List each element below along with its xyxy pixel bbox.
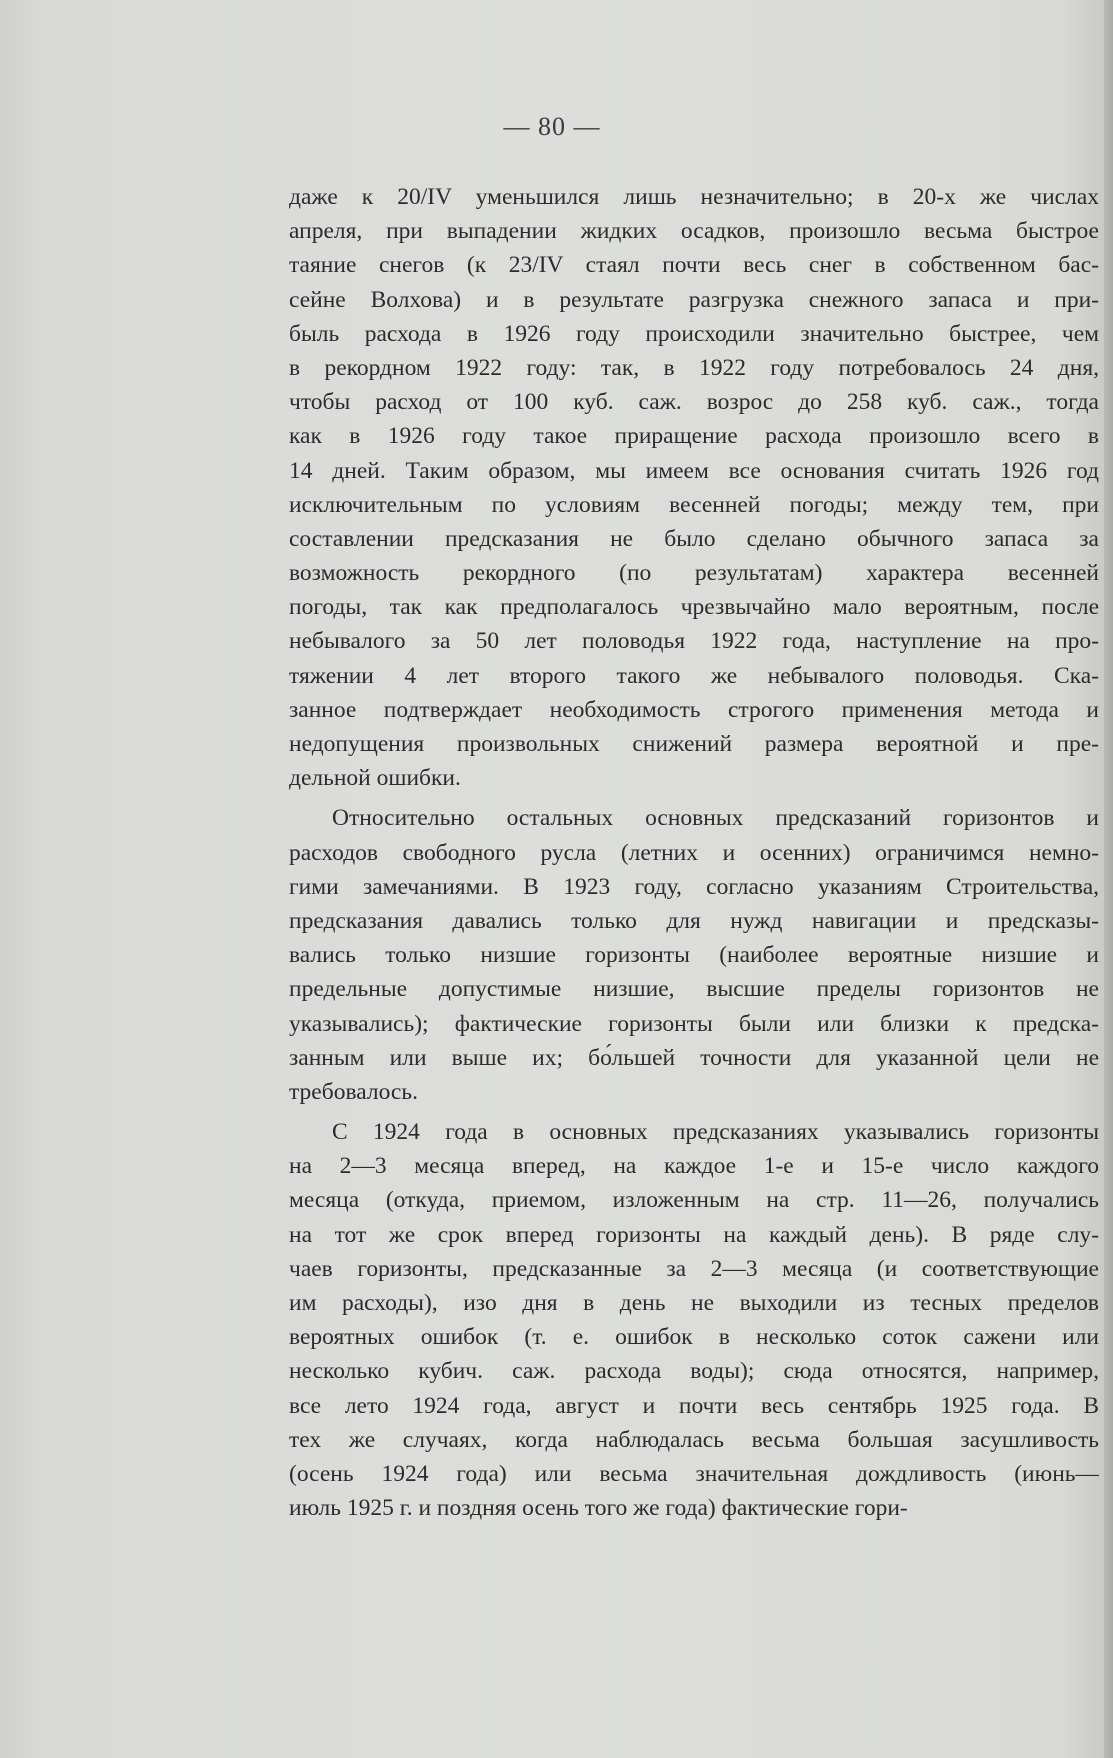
text-line: предсказания давались только для нужд навигации и предсказы-: [289, 907, 1099, 934]
text-line: чаев горизонты, предсказанные за 2—3 месяца (и соответствующие: [289, 1255, 1099, 1282]
text-line: 14 дней. Таким образом, мы имеем все основания считать 1926 год: [289, 457, 1099, 484]
text-line: апреля, при выпадении жидких осадков, произошло весьма быстрое: [289, 218, 1099, 245]
text-line: тяжении 4 лет второго такого же небывалого половодья. Ска-: [289, 662, 1099, 689]
text-line: как в 1926 году такое приращение расхода произошло всего в: [289, 423, 1099, 450]
text-line: возможность рекордного (по результатам) характера весенней: [289, 560, 1099, 587]
page-number: — 80 —: [503, 112, 601, 141]
paragraph-2: [289, 801, 1099, 1109]
text-line: месяца (откуда, приемом, изложенным на стр. 11—26, получались: [289, 1187, 1099, 1214]
text-line: таяние снегов (к 23/IV стаял почти весь снег в собственном бас-: [289, 252, 1099, 279]
text-line: несколько кубич. саж. расхода воды); сюда относятся, например,: [289, 1358, 1099, 1385]
text-line: (осень 1924 года) или весьма значительная дождливость (июнь—: [289, 1460, 1099, 1487]
paragraph-3: [289, 1115, 1099, 1525]
text-line: дельной ошибки.: [289, 765, 461, 792]
text-line: чтобы расход от 100 куб. саж. возрос до 258 куб. саж., тогда: [289, 389, 1099, 416]
text-line: занным или выше их; бо́льшей точности для указанной цели не: [289, 1044, 1099, 1071]
text-line: предельные допустимые низшие, высшие пределы горизонтов не: [289, 976, 1099, 1003]
text-line: все лето 1924 года, август и почти весь сентябрь 1925 года. В: [289, 1392, 1099, 1419]
text-line: составлении предсказания не было сделано обычного запаса за: [289, 525, 1099, 552]
text-line: быль расхода в 1926 году происходили значительно быстрее, чем: [289, 320, 1099, 347]
text-line: в рекордном 1922 году: так, в 1922 году потребовалось 24 дня,: [289, 354, 1099, 381]
text-line: недопущения произвольных снижений размера вероятной и пре-: [289, 731, 1099, 757]
text-line: С 1924 года в основных предсказаниях указывались горизонты: [332, 1119, 1099, 1146]
text-line: июль 1925 г. и поздняя осень того же года) фактические гори-: [289, 1495, 908, 1522]
page-edge: [1104, 0, 1113, 1758]
text-line: тех же случаях, когда наблюдалась весьма большая засушливость: [289, 1426, 1099, 1453]
text-line: погоды, так как предполагалось чрезвычайно мало вероятным, после: [289, 594, 1099, 621]
text-line: указывались); фактические горизонты были или близки к предска-: [289, 1010, 1099, 1037]
text-line: небывалого за 50 лет половодья 1922 года, наступление на про-: [289, 628, 1099, 655]
text-line: исключительным по условиям весенней погоды; между тем, при: [289, 491, 1099, 518]
body-text: [289, 180, 1099, 1531]
text-line: им расходы), изо дня в день не выходили из тесных пределов: [289, 1290, 1099, 1316]
text-line: на тот же срок вперед горизонты на каждый день). В ряде слу-: [289, 1221, 1099, 1248]
text-line: даже к 20/IV уменьшился лишь незначительно; в 20-х же числах: [289, 184, 1099, 210]
text-line: занное подтверждает необходимость строгого применения метода и: [289, 696, 1099, 723]
text-line: на 2—3 месяца вперед, на каждое 1-е и 15-е число каждого: [289, 1153, 1099, 1180]
text-line: требовалось.: [289, 1078, 418, 1105]
text-line: сейне Волхова) и в результате разгрузка снежного запаса и при-: [289, 286, 1099, 313]
text-line: вались только низшие горизонты (наиболее вероятные низшие и: [289, 942, 1099, 969]
text-line: Относительно остальных основных предсказаний горизонтов и: [332, 805, 1099, 832]
paragraph-1: [289, 180, 1099, 795]
text-line: вероятных ошибок (т. е. ошибок в несколько соток сажени или: [289, 1324, 1099, 1351]
text-line: расходов свободного русла (летних и осенних) ограничимся немно-: [289, 839, 1099, 866]
text-line: гими замечаниями. В 1923 году, согласно указаниям Строительства,: [289, 873, 1099, 900]
